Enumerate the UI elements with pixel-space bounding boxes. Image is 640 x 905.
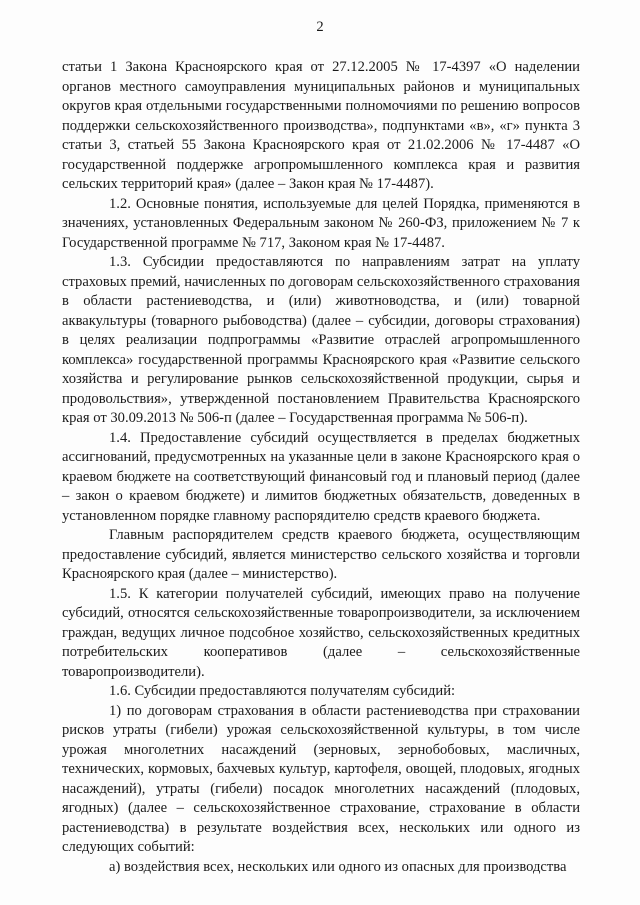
paragraph-1-4: 1.4. Предоставление субсидий осуществляется в пределах бюджетных ассигнований, предусмотренных на указанные цели в законе Красноярского края о краевом бюджете на соответствующий финансовый год и плановый период (далее – закон о краевом бюджете) и лимитов бюджетных обязательств, доведенных в установленном порядке главному распорядителю средств краевого бюджета.: [62, 429, 580, 524]
paragraph-chief-administrator: Главным распорядителем средств краевого бюджета, осуществляющим предоставление субсидий, является министерство сельского хозяйства и торговли Красноярского края (далее – министерство).: [62, 527, 580, 582]
paragraph-1-6: 1.6. Субсидии предоставляются получателям субсидий:: [109, 683, 456, 699]
paragraph-1-6-item-a: а) воздействия всех, нескольких или одного из опасных для производства: [109, 858, 567, 875]
paragraph-1-6-item-1: 1) по договорам страхования в области растениеводства при страховании рисков утраты (гибели) урожая сельскохозяйственной культуры, в том числе урожая многолетних насаждений (зерновых, зернобобовых, масличных, технических, кормовых, бахчевых культур, картофеля, овощей, плодовых, ягодных насаждений), утраты (гибели) посадок многолетних насаждений (плодовых, ягодных) (далее – сельскохозяйственное страхование, страхование в области растениеводства) в результате воздействия всех, нескольких или одного из следующих событий:: [62, 702, 580, 855]
page-number: 2: [316, 19, 324, 35]
paragraph-continuation-legal-basis: статьи 1 Закона Красноярского края от 27.12.2005 № 17-4397 «О наделении органов местного самоуправления муниципальных районов и муниципальных округов края отдельными государственными полномочиями по решению вопросов поддержки сельскохозяйственного производства», подпунктами «в», «г» пункта 3 статьи 3, статьей 55 Закона Красноярского края от 21.02.2006 № 17-4487 «О государственной поддержке агропромышленного комплекса края и развития сельских территорий края» (далее – Закон края № 17-4487).: [62, 59, 580, 192]
paragraph-1-2: 1.2. Основные понятия, используемые для целей Порядка, применяются в значениях, установленных Федеральным законом № 260-ФЗ, приложением № 7 к Государственной программе № 717, Законом края № 17-4487.: [62, 195, 580, 251]
paragraph-1-5: 1.5. К категории получателей субсидий, имеющих право на получение субсидий, относятся сельскохозяйственные товаропроизводители, за исключением граждан, ведущих личное подсобное хозяйство, сельскохозяйственных кредитных потребительских кооперативов (далее – сельскохозяйственные товаропроизводители).: [62, 585, 580, 680]
paragraph-1-3: 1.3. Субсидии предоставляются по направлениям затрат на уплату страховых премий, начисленных по договорам сельскохозяйственного страхования в области растениеводства, и (или) животноводства, и (или) товарной аквакультуры (товарного рыбоводства) (далее – субсидии, договоры страхования) в целях реализации подпрограммы «Развитие отраслей агропромышленного комплекса» государственной программы Красноярского края «Развитие сельского хозяйства и регулирование рынков сельскохозяйственной продукции, сырья и продовольствия», утвержденной постановлением Правительства Красноярского края от 30.09.2013 № 506-п (далее – Государственная программа № 506-п).: [62, 254, 580, 426]
document-body: [62, 58, 580, 877]
